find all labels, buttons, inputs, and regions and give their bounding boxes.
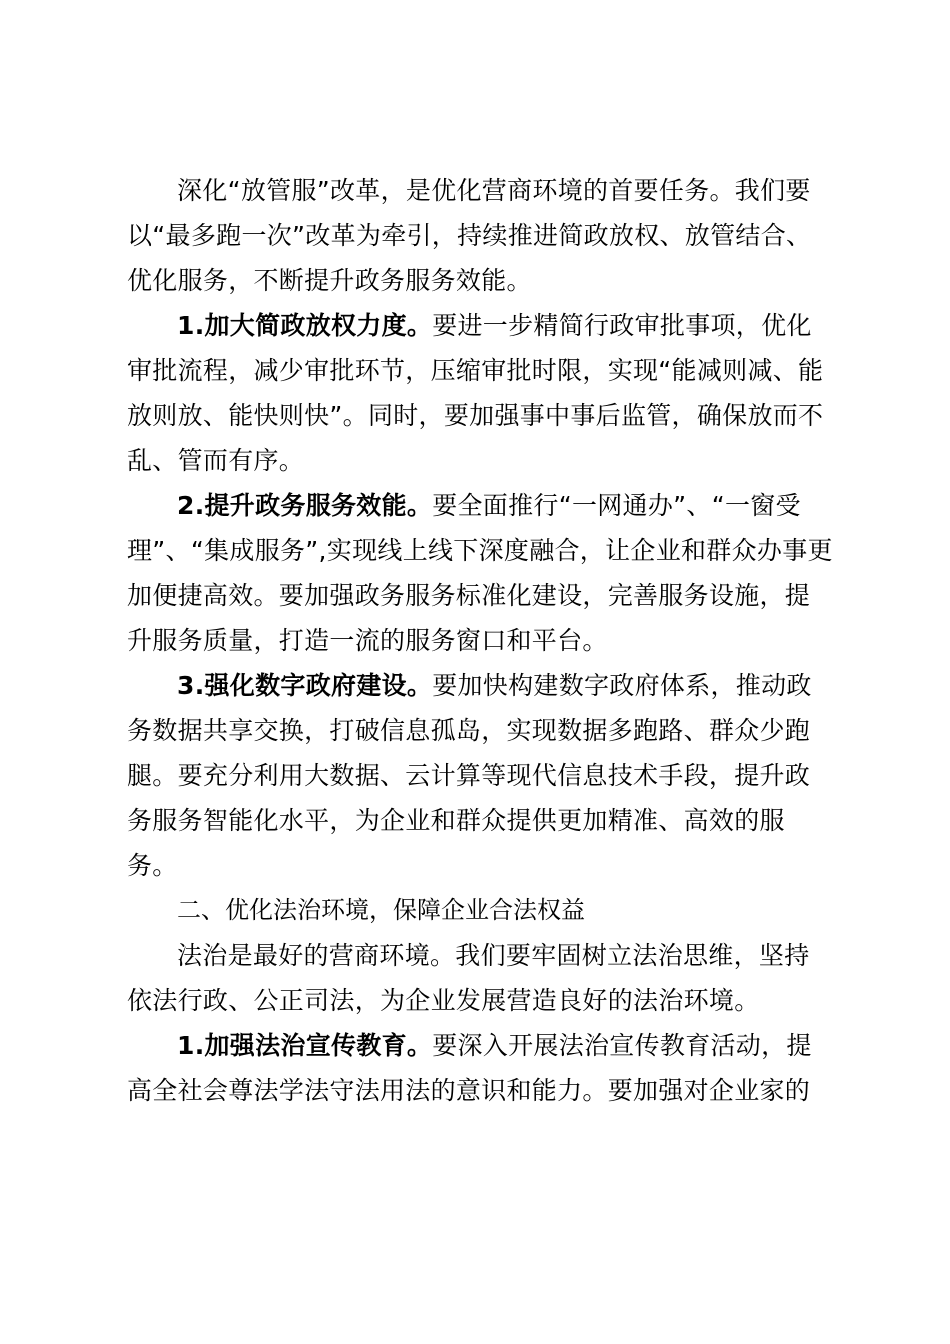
paragraph-text: 要深入开展法治宣传教育活动，提高全社会尊法学法守法用法的意识和能力。要加强对企业家的 [127,1031,812,1105]
section-heading: 二、优化法治环境，保障企业合法权益 [177,896,585,924]
paragraph-text: 法治是最好的营商环境。我们要牢固树立法治思维，坚持依法行政、公正司法，为企业发展营造良好的法治环境。 [127,941,810,1015]
document-body [127,168,833,1113]
paragraph-item-3 [127,663,833,888]
paragraph-lead: 1.加大简政放权力度。 [177,311,433,340]
paragraph-item-1 [127,303,833,483]
paragraph-lead: 3.强化数字政府建设。 [177,671,433,700]
paragraph-lead: 1.加强法治宣传教育。 [177,1031,433,1060]
paragraph-section-item-1 [127,1023,833,1113]
paragraph-text: 要进一步精简行政审批事项，优化审批流程，减少审批环节，压缩审批时限，实现“能减则减、能放则放、能快则快”。同时，要加强事中事后监管，确保放而不乱、管而有序。 [127,311,824,475]
paragraph-text: 要加快构建数字政府体系，推动政务数据共享交换，打破信息孤岛，实现数据多跑路、群众少跑腿。要充分利用大数据、云计算等现代信息技术手段，提升政务服务智能化水平，为企业和群众提供更加精准、高效的服务。 [127,671,812,880]
paragraph-lead: 2.提升政务服务效能。 [177,491,433,520]
paragraph-intro [127,168,833,303]
paragraph-item-2 [127,483,833,663]
paragraph-text: 要全面推行“一网通办”、“一窗受理”、“集成服务”,实现线上线下深度融合，让企业和群众办事更加便捷高效。要加强政务服务标准化建设，完善服务设施，提升服务质量，打造一流的服务窗口和平台。 [127,491,833,655]
paragraph-section-intro [127,933,833,1023]
paragraph-text: 深化“放管服”改革，是优化营商环境的首要任务。我们要以“最多跑一次”改革为牵引，持续推进简政放权、放管结合、优化服务，不断提升政务服务效能。 [127,176,812,295]
